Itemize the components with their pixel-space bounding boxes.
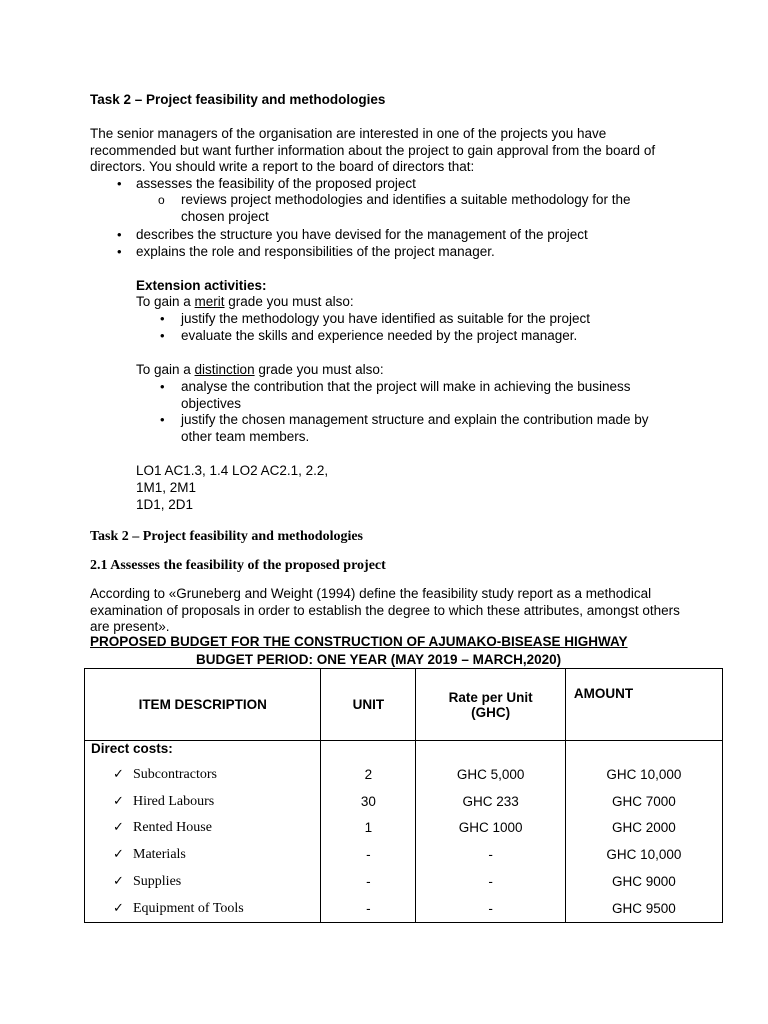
item-cell	[85, 895, 321, 922]
amount-cell: GHC 9000	[565, 868, 722, 895]
merit-intro	[136, 294, 354, 309]
distinction-intro	[136, 362, 384, 377]
rate-cell: GHC 5,000	[416, 761, 565, 788]
item-cell	[85, 788, 321, 815]
item-cell	[85, 841, 321, 868]
bullet-icon: •	[117, 227, 122, 242]
checkmark-icon: ✓	[113, 874, 124, 890]
budget-title: PROPOSED BUDGET FOR THE CONSTRUCTION OF AJUMAKO-BISEASE HIGHWAY	[90, 634, 628, 649]
unit-cell: -	[321, 841, 416, 868]
item-name: Rented House	[133, 820, 212, 836]
item-cell	[85, 761, 321, 788]
criteria-line: LO1 AC1.3, 1.4 LO2 AC2.1, 2.2,	[136, 463, 329, 478]
header-unit: UNIT	[321, 669, 416, 741]
merit-word: merit	[194, 294, 225, 309]
distinction-word: distinction	[194, 362, 255, 377]
amount-cell: GHC 10,000	[565, 841, 722, 868]
checkmark-icon: ✓	[113, 847, 124, 863]
table-row	[85, 815, 723, 842]
task-heading: Task 2 – Project feasibility and methodologies	[90, 92, 386, 107]
criteria-line: 1M1, 2M1	[136, 480, 197, 495]
sub-bullet-item: reviews project methodologies and identifies a suitable methodology for the	[181, 192, 631, 207]
bullet-item: explains the role and responsibilities of the project manager.	[136, 244, 495, 259]
table-row	[85, 868, 723, 895]
table-header-row	[85, 669, 723, 741]
checkmark-icon: ✓	[113, 900, 124, 916]
rate-cell: -	[416, 868, 565, 895]
distinction-item: analyse the contribution that the project will make in achieving the business	[181, 379, 631, 394]
budget-period: BUDGET PERIOD: ONE YEAR (MAY 2019 – MARCH,2020)	[196, 652, 562, 667]
empty-cell	[565, 741, 722, 762]
merit-item: evaluate the skills and experience needed by the project manager.	[181, 328, 578, 343]
table-row	[85, 841, 723, 868]
unit-cell: -	[321, 868, 416, 895]
merit-post: grade you must also:	[224, 294, 354, 309]
rate-cell: -	[416, 841, 565, 868]
unit-cell: -	[321, 895, 416, 922]
bullet-icon: •	[160, 379, 165, 394]
header-item-description: ITEM DESCRIPTION	[85, 669, 321, 741]
sub-bullet-icon: o	[158, 193, 165, 207]
merit-pre: To gain a	[136, 294, 195, 309]
bullet-icon: •	[117, 176, 122, 191]
bullet-icon: •	[160, 412, 165, 427]
header-rate	[416, 669, 565, 741]
unit-cell: 30	[321, 788, 416, 815]
item-name: Materials	[133, 847, 186, 863]
bullet-item: describes the structure you have devised for the management of the project	[136, 227, 588, 242]
header-rate-line2: (GHC)	[471, 704, 511, 720]
bullet-icon: •	[160, 328, 165, 343]
item-name: Subcontractors	[133, 766, 217, 782]
checkmark-icon: ✓	[113, 820, 124, 836]
table-row	[85, 761, 723, 788]
direct-costs-row	[85, 741, 723, 762]
distinction-item-cont: other team members.	[181, 429, 310, 444]
section-2-1-heading: 2.1 Assesses the feasibility of the proposed project	[90, 558, 386, 573]
amount-cell: GHC 7000	[565, 788, 722, 815]
amount-cell: GHC 9500	[565, 895, 722, 922]
amount-cell: GHC 10,000	[565, 761, 722, 788]
rate-cell: -	[416, 895, 565, 922]
bullet-icon: •	[160, 311, 165, 326]
merit-item: justify the methodology you have identified as suitable for the project	[181, 311, 590, 326]
item-cell	[85, 868, 321, 895]
amount-cell: GHC 2000	[565, 815, 722, 842]
rate-cell: GHC 1000	[416, 815, 565, 842]
checkmark-icon: ✓	[113, 793, 124, 809]
unit-cell: 1	[321, 815, 416, 842]
section-task-heading: Task 2 – Project feasibility and methodologies	[90, 529, 364, 544]
item-name: Hired Labours	[133, 793, 215, 809]
rate-cell: GHC 233	[416, 788, 565, 815]
bullet-icon: •	[117, 244, 122, 259]
distinction-item-cont: objectives	[181, 396, 242, 411]
quote-paragraph: According to «Gruneberg and Weight (1994) define the feasibility study report as a methodical examination of proposals in order to establish the degree to which these attributes, amongst others are present».	[90, 586, 680, 634]
table-row	[85, 788, 723, 815]
table-row	[85, 895, 723, 922]
distinction-post: grade you must also:	[254, 362, 384, 377]
bullet-item: assesses the feasibility of the proposed project	[136, 176, 416, 191]
sub-bullet-item-cont: chosen project	[181, 209, 269, 224]
item-name: Equipment of Tools	[133, 900, 244, 916]
criteria-line: 1D1, 2D1	[136, 497, 194, 512]
header-rate-line1: Rate per Unit	[448, 689, 533, 705]
distinction-item: justify the chosen management structure and explain the contribution made by	[181, 412, 649, 427]
item-name: Supplies	[133, 874, 182, 890]
checkmark-icon: ✓	[113, 766, 124, 782]
extension-title: Extension activities:	[136, 278, 267, 293]
item-cell	[85, 815, 321, 842]
intro-paragraph: The senior managers of the organisation are interested in one of the projects you have recommended but want further information about the project to gain approval from the board of directors. You should write a report to the board of directors that:	[90, 126, 656, 174]
unit-cell: 2	[321, 761, 416, 788]
budget-table	[84, 668, 723, 923]
empty-cell	[321, 741, 416, 762]
direct-costs-label: Direct costs:	[85, 741, 321, 762]
header-amount: AMOUNT	[565, 669, 722, 741]
distinction-pre: To gain a	[136, 362, 195, 377]
empty-cell	[416, 741, 565, 762]
